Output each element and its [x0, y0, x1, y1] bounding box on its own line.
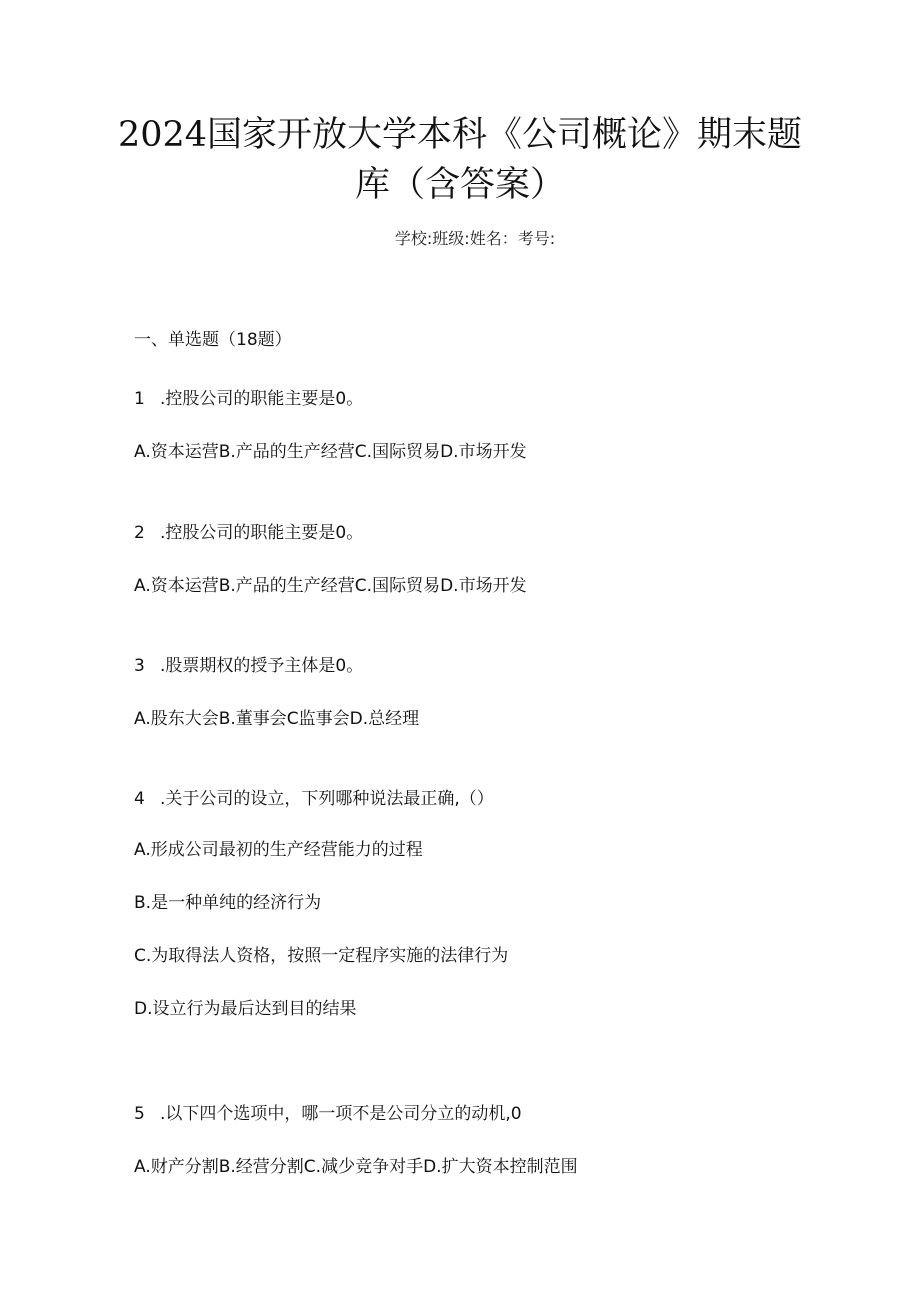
question-stem: .控股公司的职能主要是0。	[160, 523, 364, 543]
question-stem: .控股公司的职能主要是0。	[160, 389, 364, 409]
question-number: 3	[134, 656, 145, 676]
question-4-option-c: C.为取得法人资格，按照一定程序实施的法律行为	[134, 946, 509, 966]
document-title-line-1: 2024国家开放大学本科《公司概论》期末题	[117, 115, 803, 155]
question-stem: .股票期权的授予主体是0。	[160, 656, 364, 676]
question-5	[134, 1102, 522, 1126]
question-3-options: A.股东大会B.董事会C监事会D.总经理	[134, 709, 420, 729]
question-4-option-b: B.是一种单纯的经济行为	[134, 893, 322, 913]
question-number: 5	[134, 1104, 145, 1124]
question-stem: .以下四个选项中，哪一项不是公司分立的动机,0	[160, 1104, 522, 1124]
question-4-option-d: D.设立行为最后达到目的结果	[134, 999, 357, 1019]
student-info-line: 学校:班级:姓名：考号:	[394, 229, 556, 248]
question-1	[134, 387, 363, 411]
question-4-option-a: A.形成公司最初的生产经营能力的过程	[134, 840, 423, 860]
question-stem: .关于公司的设立，下列哪种说法最正确,（）	[160, 789, 494, 809]
question-2	[134, 521, 363, 545]
question-number: 2	[134, 523, 145, 543]
section-heading: 一、单选题（18题）	[134, 330, 292, 350]
question-number: 4	[134, 789, 145, 809]
question-2-options: A.资本运营B.产品的生产经营C.国际贸易D.市场开发	[134, 576, 527, 596]
question-3	[134, 654, 363, 678]
question-1-options: A.资本运营B.产品的生产经营C.国际贸易D.市场开发	[134, 442, 527, 462]
document-title-line-2: 库（含答案）	[354, 165, 565, 205]
question-5-options: A.财产分割B.经营分割C.减少竞争对手D.扩大资本控制范围	[134, 1157, 578, 1177]
question-number: 1	[134, 389, 145, 409]
question-4	[134, 787, 494, 811]
